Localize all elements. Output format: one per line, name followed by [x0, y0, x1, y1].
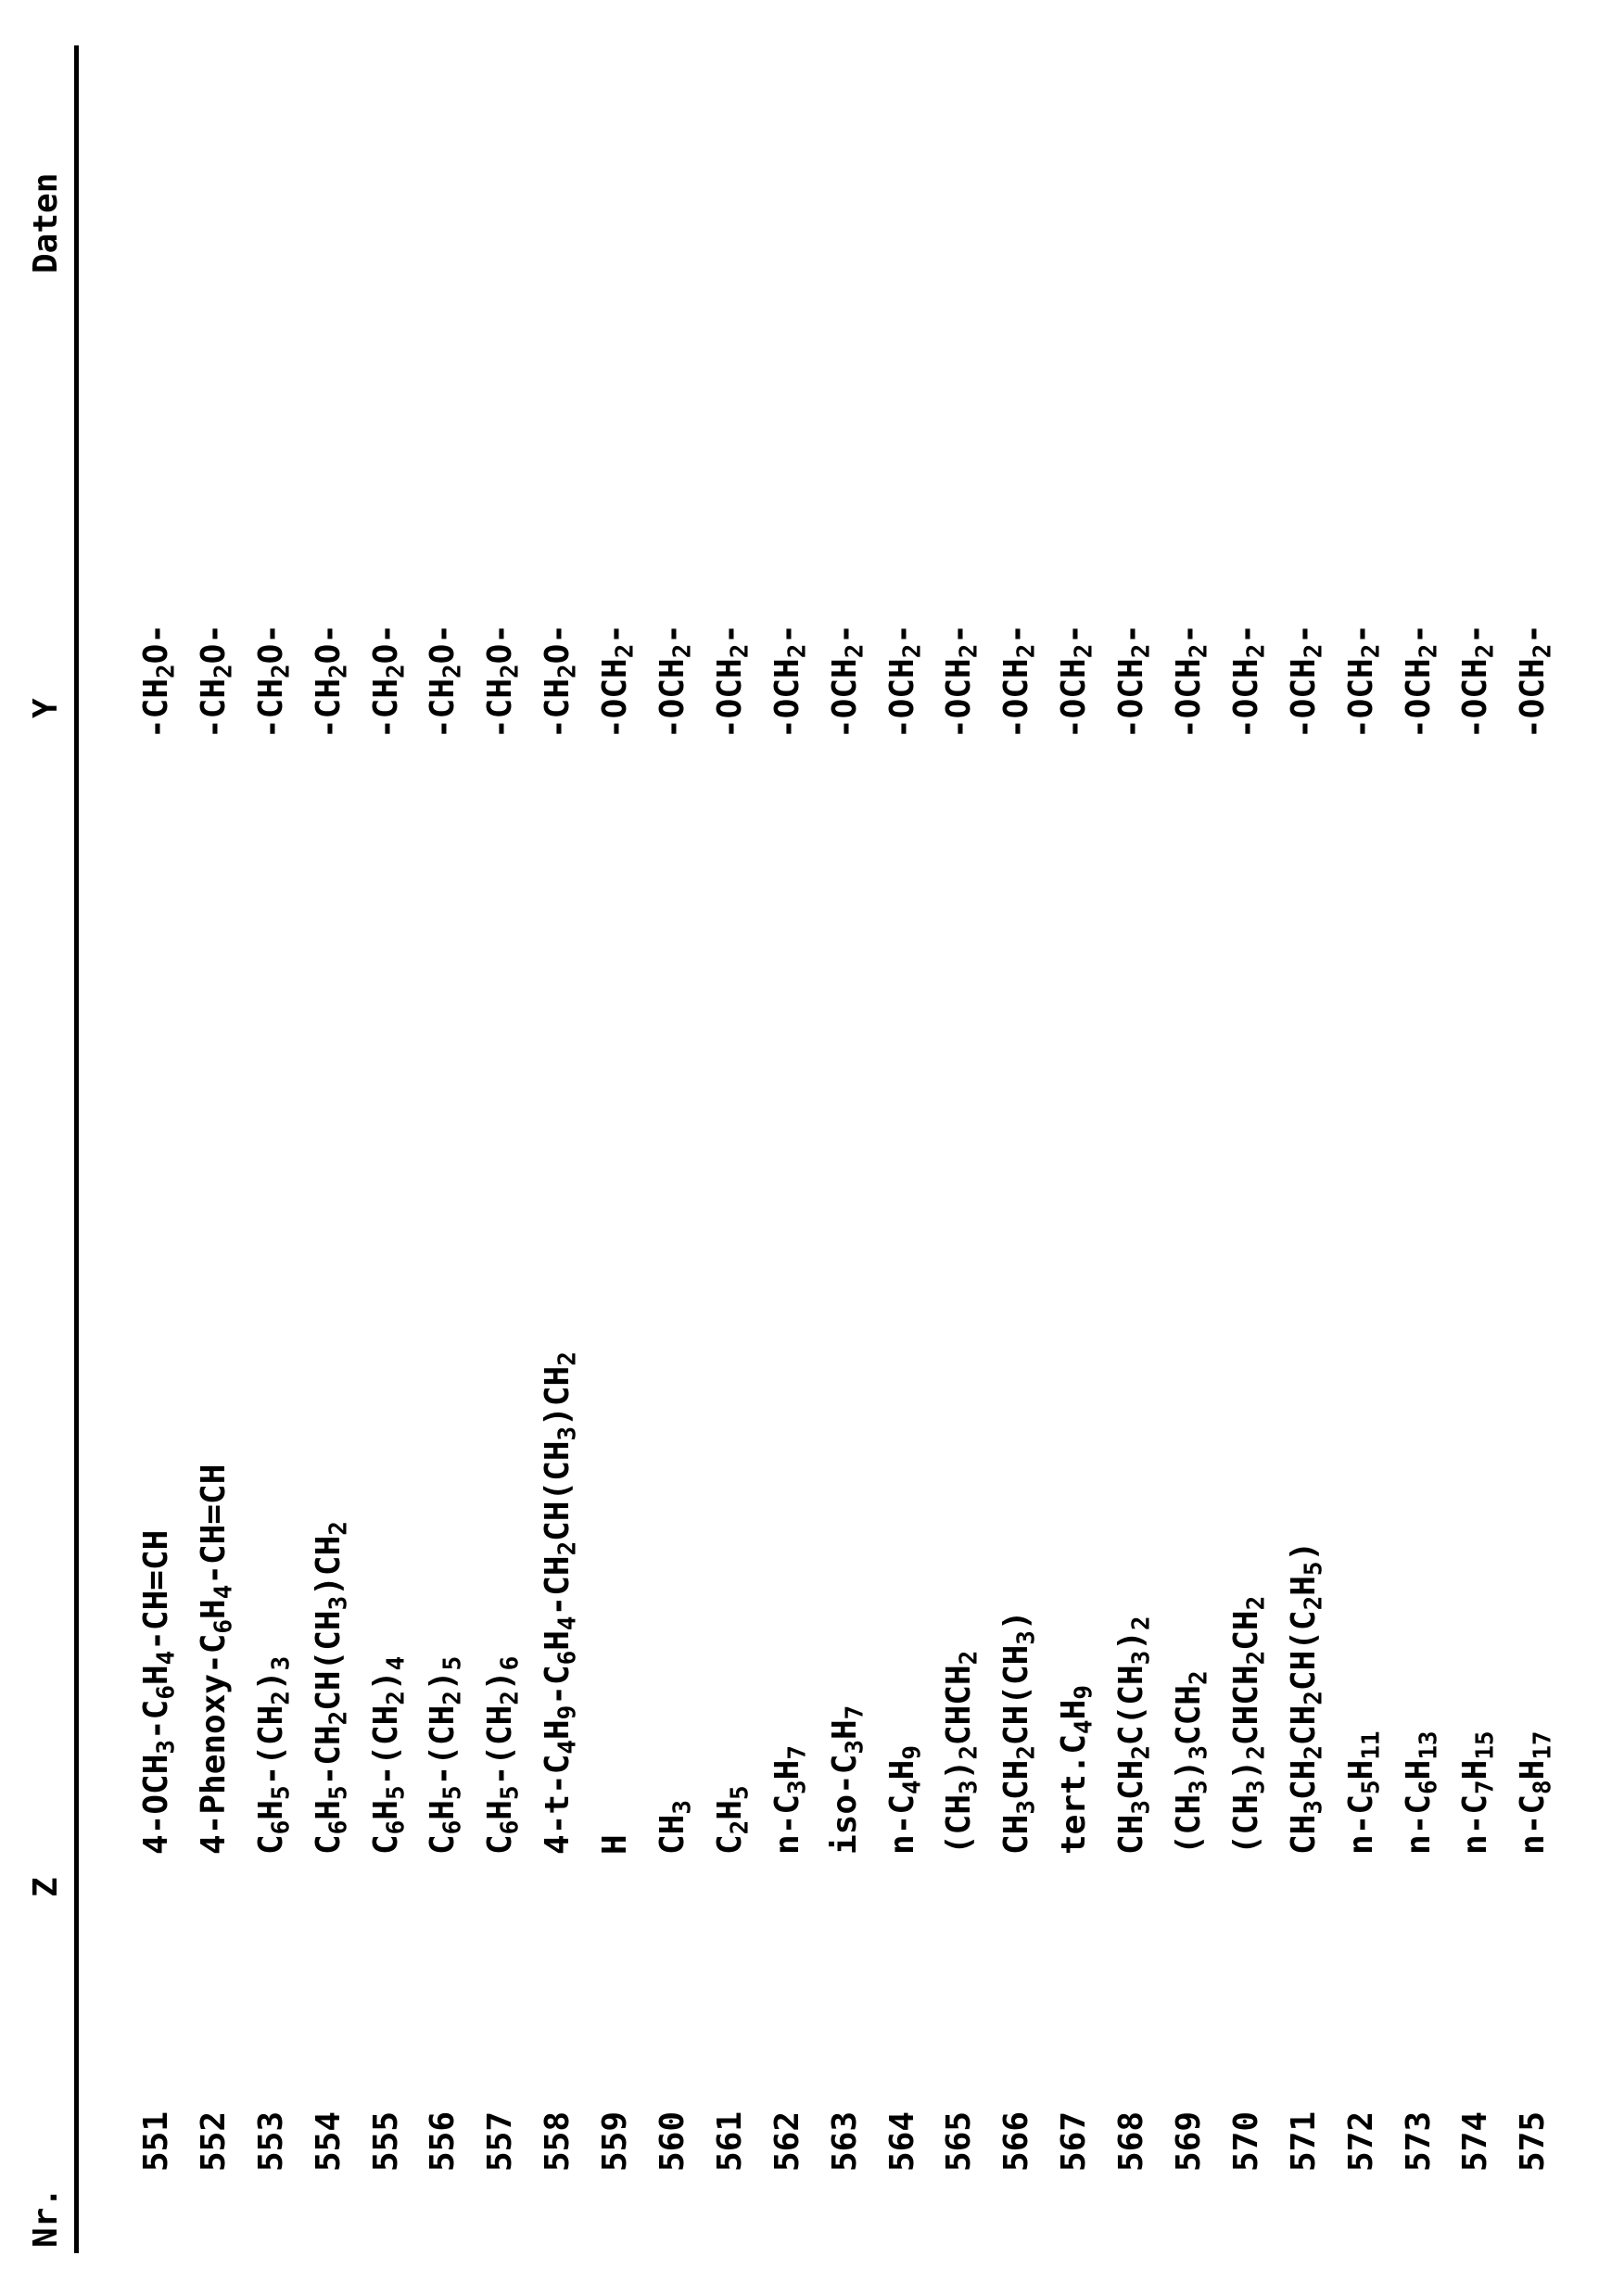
table-row — [358, 0, 415, 2281]
cell-nr: 568 — [1112, 2110, 1151, 2172]
table-row — [1046, 0, 1103, 2281]
cell-nr: 559 — [596, 2110, 635, 2172]
cell-nr: 556 — [424, 2110, 463, 2172]
column-header-y: Y — [27, 698, 65, 718]
cell-z-substituent: $C_6H_5-CH_2CH(CH_3)CH_2$ — [309, 1521, 352, 1855]
cell-z-substituent: $4-OCH_3-C_6H_4-CH=CH$ — [137, 1529, 181, 1855]
cell-z-substituent: $C_6H_5-(CH_2)_6$ — [481, 1655, 525, 1855]
cell-z-substituent: $CH_3$ — [653, 1800, 697, 1855]
cell-y-linker: $-OCH_2-$ — [1456, 624, 1500, 739]
cell-y-linker: $-OCH_2-$ — [1341, 624, 1385, 739]
cell-y-linker: $-CH_2O-$ — [251, 624, 296, 739]
cell-nr: 573 — [1399, 2110, 1438, 2172]
cell-nr: 555 — [366, 2110, 405, 2172]
cell-y-linker: $-CH_2O-$ — [309, 624, 352, 739]
cell-nr: 551 — [137, 2110, 175, 2172]
cell-nr: 567 — [1055, 2110, 1094, 2172]
cell-z-substituent: $C_6H_5-(CH_2)_5$ — [424, 1655, 467, 1855]
cell-y-linker: $-OCH_2-$ — [1112, 624, 1156, 739]
cell-z-substituent: $n-C_4H_9$ — [882, 1745, 926, 1855]
cell-nr: 562 — [768, 2110, 806, 2172]
table-row — [759, 0, 817, 2281]
column-header-z: Z — [27, 1877, 65, 1897]
cell-z-substituent: $tert.C_4H_9$ — [1055, 1685, 1098, 1855]
table-row — [1161, 0, 1218, 2281]
table-row — [1504, 0, 1562, 2281]
cell-y-linker: $-OCH_2-$ — [1170, 624, 1213, 739]
table-row — [644, 0, 702, 2281]
cell-z-substituent: $4-Phenoxy-C_6H_4-CH=CH$ — [194, 1464, 238, 1855]
cell-y-linker: $-OCH_2-$ — [710, 624, 755, 739]
cell-y-linker: $-OCH_2-$ — [1514, 624, 1557, 739]
cell-y-linker: $-OCH_2-$ — [768, 624, 812, 739]
cell-z-substituent: $CH_3CH_2CH(CH_3)$ — [997, 1610, 1041, 1855]
cell-nr: 552 — [194, 2110, 233, 2172]
cell-y-linker: $-CH_2O-$ — [481, 624, 525, 739]
table-row — [587, 0, 644, 2281]
cell-y-linker: $-CH_2O-$ — [539, 624, 582, 739]
table-row — [1390, 0, 1448, 2281]
cell-nr: 560 — [653, 2110, 692, 2172]
table-row — [185, 0, 243, 2281]
cell-nr: 574 — [1456, 2110, 1495, 2172]
cell-nr: 575 — [1514, 2110, 1553, 2172]
cell-z-substituent: $4-t-C_4H_9-C_6H_4-CH_2CH(CH_3)CH_2$ — [539, 1351, 582, 1855]
cell-z-substituent: $CH_3CH_2C(CH_3)_2$ — [1112, 1616, 1156, 1855]
cell-nr: 557 — [481, 2110, 520, 2172]
cell-z-substituent: H — [596, 1834, 635, 1855]
cell-z-substituent: $C_6H_5-(CH_2)_4$ — [366, 1655, 410, 1855]
table-row — [988, 0, 1046, 2281]
cell-z-substituent: $n-C_5H_{11}$ — [1341, 1730, 1385, 1855]
table-row — [1275, 0, 1333, 2281]
cell-y-linker: $-CH_2O-$ — [194, 624, 238, 739]
cell-z-substituent: $n-C_3H_7$ — [768, 1745, 812, 1855]
table-row — [529, 0, 587, 2281]
cell-z-substituent: iso-$C_3H_7$ — [825, 1704, 869, 1855]
column-header-daten: Daten — [27, 172, 65, 273]
table-row — [702, 0, 759, 2281]
table-row — [1103, 0, 1161, 2281]
cell-y-linker: $-CH_2O-$ — [366, 624, 410, 739]
cell-z-substituent: $C_6H_5-(CH_2)_3$ — [251, 1655, 296, 1855]
cell-y-linker: $-CH_2O-$ — [424, 624, 467, 739]
cell-z-substituent: $n-C_8H_{17}$ — [1514, 1730, 1557, 1855]
cell-y-linker: $-OCH_2-$ — [596, 624, 640, 739]
column-header-nr: Nr. — [27, 2186, 65, 2248]
cell-nr: 571 — [1284, 2110, 1323, 2172]
cell-z-substituent: $CH_3CH_2CH_2CH(C_2H_5)$ — [1284, 1540, 1328, 1855]
table-row — [243, 0, 300, 2281]
cell-y-linker: $-OCH_2-$ — [1055, 624, 1098, 739]
cell-nr: 561 — [710, 2110, 749, 2172]
cell-y-linker: $-OCH_2-$ — [825, 624, 869, 739]
cell-nr: 553 — [251, 2110, 290, 2172]
table-row — [874, 0, 932, 2281]
cell-nr: 564 — [882, 2110, 921, 2172]
table-body — [128, 0, 1562, 2281]
table-row — [1333, 0, 1390, 2281]
cell-y-linker: $-OCH_2-$ — [882, 624, 926, 739]
cell-nr: 566 — [997, 2110, 1036, 2172]
cell-z-substituent: $(CH_3)_3CCH_2$ — [1170, 1670, 1213, 1855]
cell-y-linker: $-OCH_2-$ — [1226, 624, 1271, 739]
table-row — [1218, 0, 1275, 2281]
cell-nr: 554 — [309, 2110, 348, 2172]
cell-z-substituent: $(CH_3)_2CHCH_2$ — [940, 1650, 983, 1855]
cell-y-linker: $-OCH_2-$ — [653, 624, 697, 739]
cell-nr: 558 — [539, 2110, 577, 2172]
table-row — [472, 0, 529, 2281]
cell-nr: 572 — [1341, 2110, 1380, 2172]
table-row — [931, 0, 988, 2281]
cell-z-substituent: $n-C_6H_{13}$ — [1399, 1730, 1442, 1855]
cell-nr: 563 — [825, 2110, 864, 2172]
table-row — [414, 0, 472, 2281]
cell-y-linker: $-OCH_2-$ — [1284, 624, 1328, 739]
cell-z-substituent: $C_2H_5$ — [710, 1785, 755, 1855]
cell-y-linker: $-CH_2O-$ — [137, 624, 181, 739]
cell-nr: 570 — [1226, 2110, 1265, 2172]
table-row — [128, 0, 185, 2281]
cell-y-linker: $-OCH_2-$ — [940, 624, 983, 739]
table-row — [300, 0, 358, 2281]
cell-y-linker: $-OCH_2-$ — [997, 624, 1041, 739]
cell-z-substituent: $n-C_7H_{15}$ — [1456, 1730, 1500, 1855]
cell-z-substituent: $(CH_3)_2CHCH_2CH_2$ — [1226, 1595, 1271, 1855]
header-rule — [74, 45, 79, 2253]
table-row — [817, 0, 874, 2281]
cell-nr: 565 — [940, 2110, 979, 2172]
cell-y-linker: $-OCH_2-$ — [1399, 624, 1442, 739]
table-row — [1447, 0, 1504, 2281]
cell-nr: 569 — [1170, 2110, 1209, 2172]
